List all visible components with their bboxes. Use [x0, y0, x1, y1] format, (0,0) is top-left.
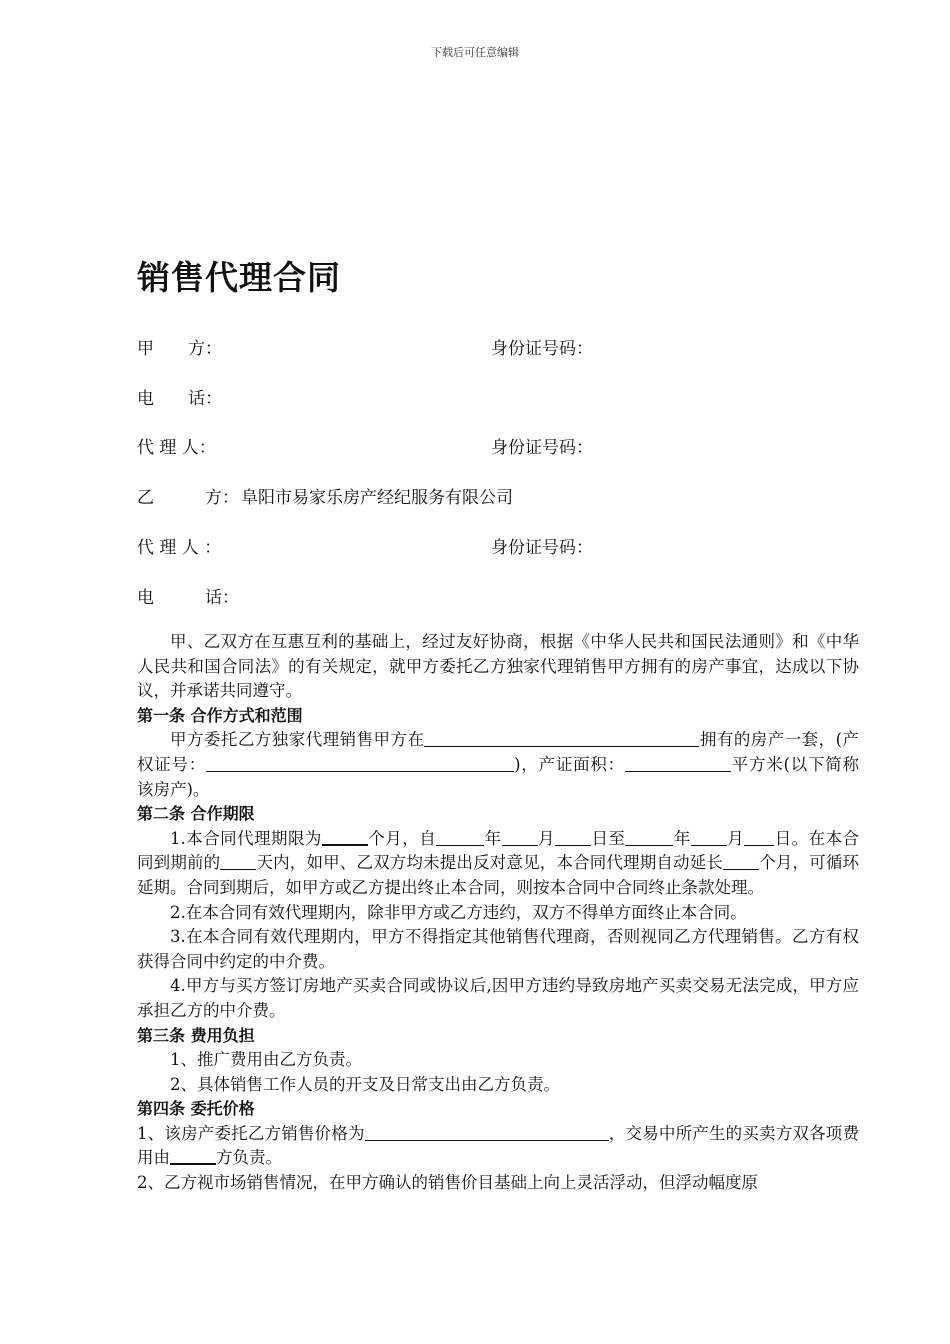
party-b-agent-row — [137, 533, 857, 557]
blank-location — [424, 729, 699, 747]
section-1-paragraph — [137, 728, 859, 802]
text-run: 日至 — [591, 828, 626, 848]
text-run: 月 — [726, 828, 745, 848]
blank-notice-days — [220, 852, 256, 870]
party-b-phone-label: 电 话： — [137, 588, 239, 608]
section-2-paragraph-3: 3.在本合同有效代理期内，甲方不得指定其他销售代理商，否则视同乙方代理销售。乙方有权获得合同中约定的中介费。 — [137, 927, 859, 971]
blank-extension-months — [723, 852, 759, 870]
section-4-paragraph-2: 2、乙方视市场销售情况，在甲方确认的销售价目基础上向上灵活浮动，但浮动幅度原 — [137, 1173, 758, 1193]
blank-end-year — [625, 828, 673, 846]
text-run: 方负责。 — [216, 1148, 282, 1168]
section-3-paragraph-2: 2、具体销售工作人员的开支及日常支出由乙方负责。 — [170, 1074, 560, 1094]
blank-term-months — [322, 827, 368, 846]
contract-title: 销售代理合同 — [137, 258, 341, 297]
text-run: 个月，可循环延期。合同到期后，如甲方或乙方提出终止本合同，则按本合同中合同终止条款处理。 — [137, 853, 860, 897]
text-run: 1.本合同代理期限为 — [170, 828, 322, 848]
text-run: 日。在本合同到期前的 — [137, 828, 860, 873]
text-run: 天内，如甲、乙双方均未提出反对意见，本合同代理期自动延长 — [256, 853, 724, 873]
party-b-agent-label: 代 理 人 ： — [137, 538, 222, 558]
intro-paragraph: 甲、乙双方在互惠互利的基础上，经过友好协商，根据《中华人民共和国民法通则》和《中华人民共和国合同法》的有关规定，就甲方委托乙方独家代理销售甲方拥有的房产事宜，达成以下协议，并承诺共同遵守。 — [137, 632, 859, 701]
party-b-phone-row — [137, 583, 857, 607]
section-4-title: 第四条 委托价格 — [137, 1099, 255, 1119]
text-run: ，交易中所产生的买卖方双各项费用由 — [137, 1123, 860, 1168]
section-2-title: 第二条 合作期限 — [137, 804, 255, 824]
text-run: 年 — [673, 828, 691, 848]
contract-body — [137, 630, 859, 1196]
text-run: 年 — [484, 828, 502, 848]
section-2-paragraph-2: 2.在本合同有效代理期内，除非甲方或乙方违约，双方不得单方面终止本合同。 — [170, 902, 747, 922]
blank-start-day — [555, 828, 591, 846]
blank-sale-price — [365, 1123, 609, 1141]
party-a-agent-label: 代 理 人： — [137, 438, 216, 458]
party-a-id-label: 身份证号码： — [491, 339, 593, 359]
section-4-paragraph-1 — [137, 1122, 859, 1171]
party-a-agent-id-label: 身份证号码： — [491, 438, 593, 458]
party-a-phone-label: 电 话： — [137, 389, 222, 409]
party-b-agent-id-label: 身份证号码： — [491, 538, 593, 558]
party-b-label: 乙 方： — [137, 488, 239, 508]
party-a-label: 甲 方： — [137, 339, 222, 359]
blank-area — [625, 754, 731, 772]
text-run: 月 — [537, 828, 556, 848]
text-run: 个月，自 — [367, 828, 437, 848]
blank-start-month — [502, 828, 538, 846]
party-b-row — [137, 483, 857, 507]
blank-end-day — [744, 828, 774, 846]
party-a-row — [137, 334, 857, 358]
header-note: 下载后可任意编辑 — [431, 46, 519, 59]
blank-end-month — [691, 828, 727, 846]
text-run: 平方米(以下简称该房产)。 — [137, 754, 860, 799]
party-b-name: 阜阳市易家乐房产经纪服务有限公司 — [241, 488, 513, 508]
blank-start-year — [436, 828, 484, 846]
section-2-paragraph-1 — [137, 827, 859, 901]
text-run: 甲方委托乙方独家代理销售甲方在 — [170, 730, 425, 750]
section-3-paragraph-1: 1、推广费用由乙方负责。 — [170, 1050, 362, 1070]
blank-fee-party — [170, 1146, 216, 1165]
section-2-paragraph-4: 4.甲方与买方签订房地产买卖合同或协议后,因甲方违约导致房地产买卖交易无法完成，甲方应承担乙方的中介费。 — [137, 976, 859, 1020]
text-run: 拥有的房产一套，(产权证号： — [137, 730, 859, 774]
section-3-title: 第三条 费用负担 — [137, 1025, 255, 1045]
blank-certificate-number — [206, 754, 514, 772]
party-a-phone-row — [137, 384, 857, 408]
party-a-agent-row — [137, 433, 857, 457]
section-1-title: 第一条 合作方式和范围 — [137, 705, 303, 725]
text-run: 1、该房产委托乙方销售价格为 — [137, 1123, 365, 1143]
text-run: )，产证面积： — [514, 754, 625, 774]
